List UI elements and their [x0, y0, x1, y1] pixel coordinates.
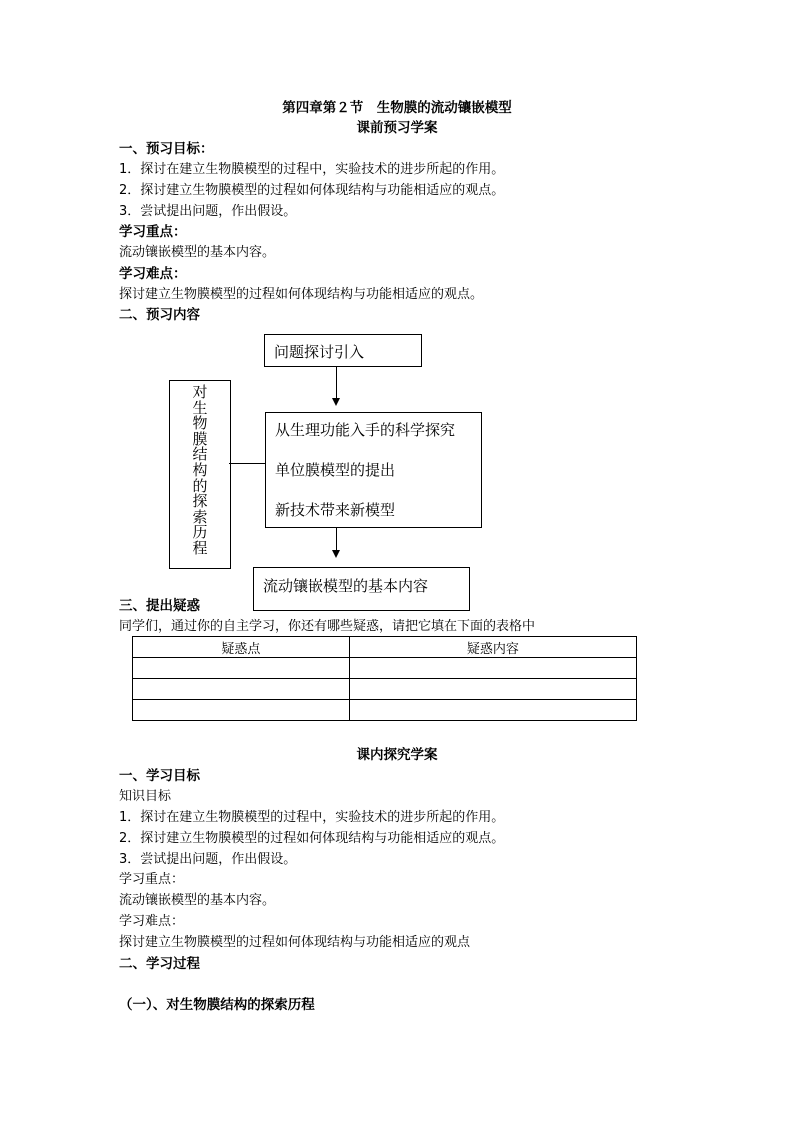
inclass-heading: 课内探究学案 — [356, 747, 438, 763]
doubts-col-point: 疑惑点 — [133, 637, 350, 658]
diagram-item-3: 新技术带来新模型 — [275, 501, 396, 519]
table-row — [133, 700, 637, 721]
diagram-bottom-box — [253, 567, 470, 611]
page-title: 第四章第２节 生物膜的流动镶嵌模型 — [282, 100, 512, 116]
diagram-arrow-head-1 — [332, 398, 340, 406]
doubts-intro: 同学们，通过你的自主学习，你还有哪些疑惑，请把它填在下面的表格中 — [119, 619, 536, 634]
diagram-top-box-label: 问题探讨引入 — [274, 343, 365, 361]
inclass-goal-2: 2．探讨建立生物膜模型的过程如何体现结构与功能相适应的观点。 — [119, 831, 505, 846]
diagram-side-label — [170, 385, 230, 557]
preview-goal-2: 2．探讨建立生物膜模型的过程如何体现结构与功能相适应的观点。 — [119, 183, 505, 198]
diagram-side-box — [169, 380, 231, 569]
doubt-point-cell[interactable] — [133, 700, 350, 721]
inclass-section1-heading: （一）、对生物膜结构的探索历程 — [119, 997, 315, 1013]
table-row — [133, 679, 637, 700]
inclass-process-heading: 二、学习过程 — [119, 956, 200, 972]
preview-heading: 课前预习学案 — [356, 120, 438, 136]
preview-content-heading: 二、预习内容 — [119, 307, 200, 323]
inclass-goal-3: 3．尝试提出问题，作出假设。 — [119, 852, 297, 867]
doubt-point-cell[interactable] — [133, 679, 350, 700]
table-row — [133, 658, 637, 679]
preview-key-text: 流动镶嵌模型的基本内容。 — [119, 245, 276, 260]
doubt-content-cell[interactable] — [349, 679, 636, 700]
inclass-goal-1: 1．探讨在建立生物膜模型的过程中，实验技术的进步所起的作用。 — [119, 810, 505, 825]
diagram-item-2: 单位膜模型的提出 — [275, 461, 396, 479]
diagram-arrow-head-2 — [332, 550, 340, 558]
diagram-top-box — [264, 334, 422, 367]
doubts-table — [132, 636, 637, 721]
diagram-connector — [229, 463, 265, 464]
diagram-middle-box — [265, 412, 482, 528]
preview-key-heading: 学习重点： — [119, 224, 187, 240]
doubts-heading: 三、提出疑惑 — [119, 598, 200, 614]
diagram-arrow-line-2 — [336, 527, 337, 551]
doubt-point-cell[interactable] — [133, 658, 350, 679]
diagram-item-1: 从生理功能入手的科学探究 — [275, 421, 456, 439]
preview-difficult-heading: 学习难点： — [119, 266, 187, 282]
inclass-goals-heading: 一、学习目标 — [119, 768, 200, 784]
doubts-col-content: 疑惑内容 — [349, 637, 636, 658]
doubts-table-header — [133, 637, 637, 658]
inclass-key-text: 流动镶嵌模型的基本内容。 — [119, 893, 276, 908]
inclass-difficult-text: 探讨建立生物膜模型的过程如何体现结构与功能相适应的观点 — [119, 935, 471, 950]
preview-difficult-text: 探讨建立生物膜模型的过程如何体现结构与功能相适应的观点。 — [119, 287, 484, 302]
doubt-content-cell[interactable] — [349, 700, 636, 721]
preview-goal-1: 1．探讨在建立生物膜模型的过程中，实验技术的进步所起的作用。 — [119, 162, 505, 177]
inclass-knowledge-label: 知识目标 — [119, 789, 172, 804]
doubt-content-cell[interactable] — [349, 658, 636, 679]
diagram-side-label-text: 对生物膜结构的探索历程 — [192, 383, 208, 557]
preview-goal-3: 3．尝试提出问题，作出假设。 — [119, 204, 297, 219]
inclass-key-heading: 学习重点： — [119, 872, 185, 887]
diagram-bottom-box-label: 流动镶嵌模型的基本内容 — [263, 577, 429, 595]
preview-goals-heading: 一、预习目标： — [119, 141, 214, 157]
diagram-arrow-line-1 — [336, 366, 337, 400]
inclass-difficult-heading: 学习难点： — [119, 914, 185, 929]
